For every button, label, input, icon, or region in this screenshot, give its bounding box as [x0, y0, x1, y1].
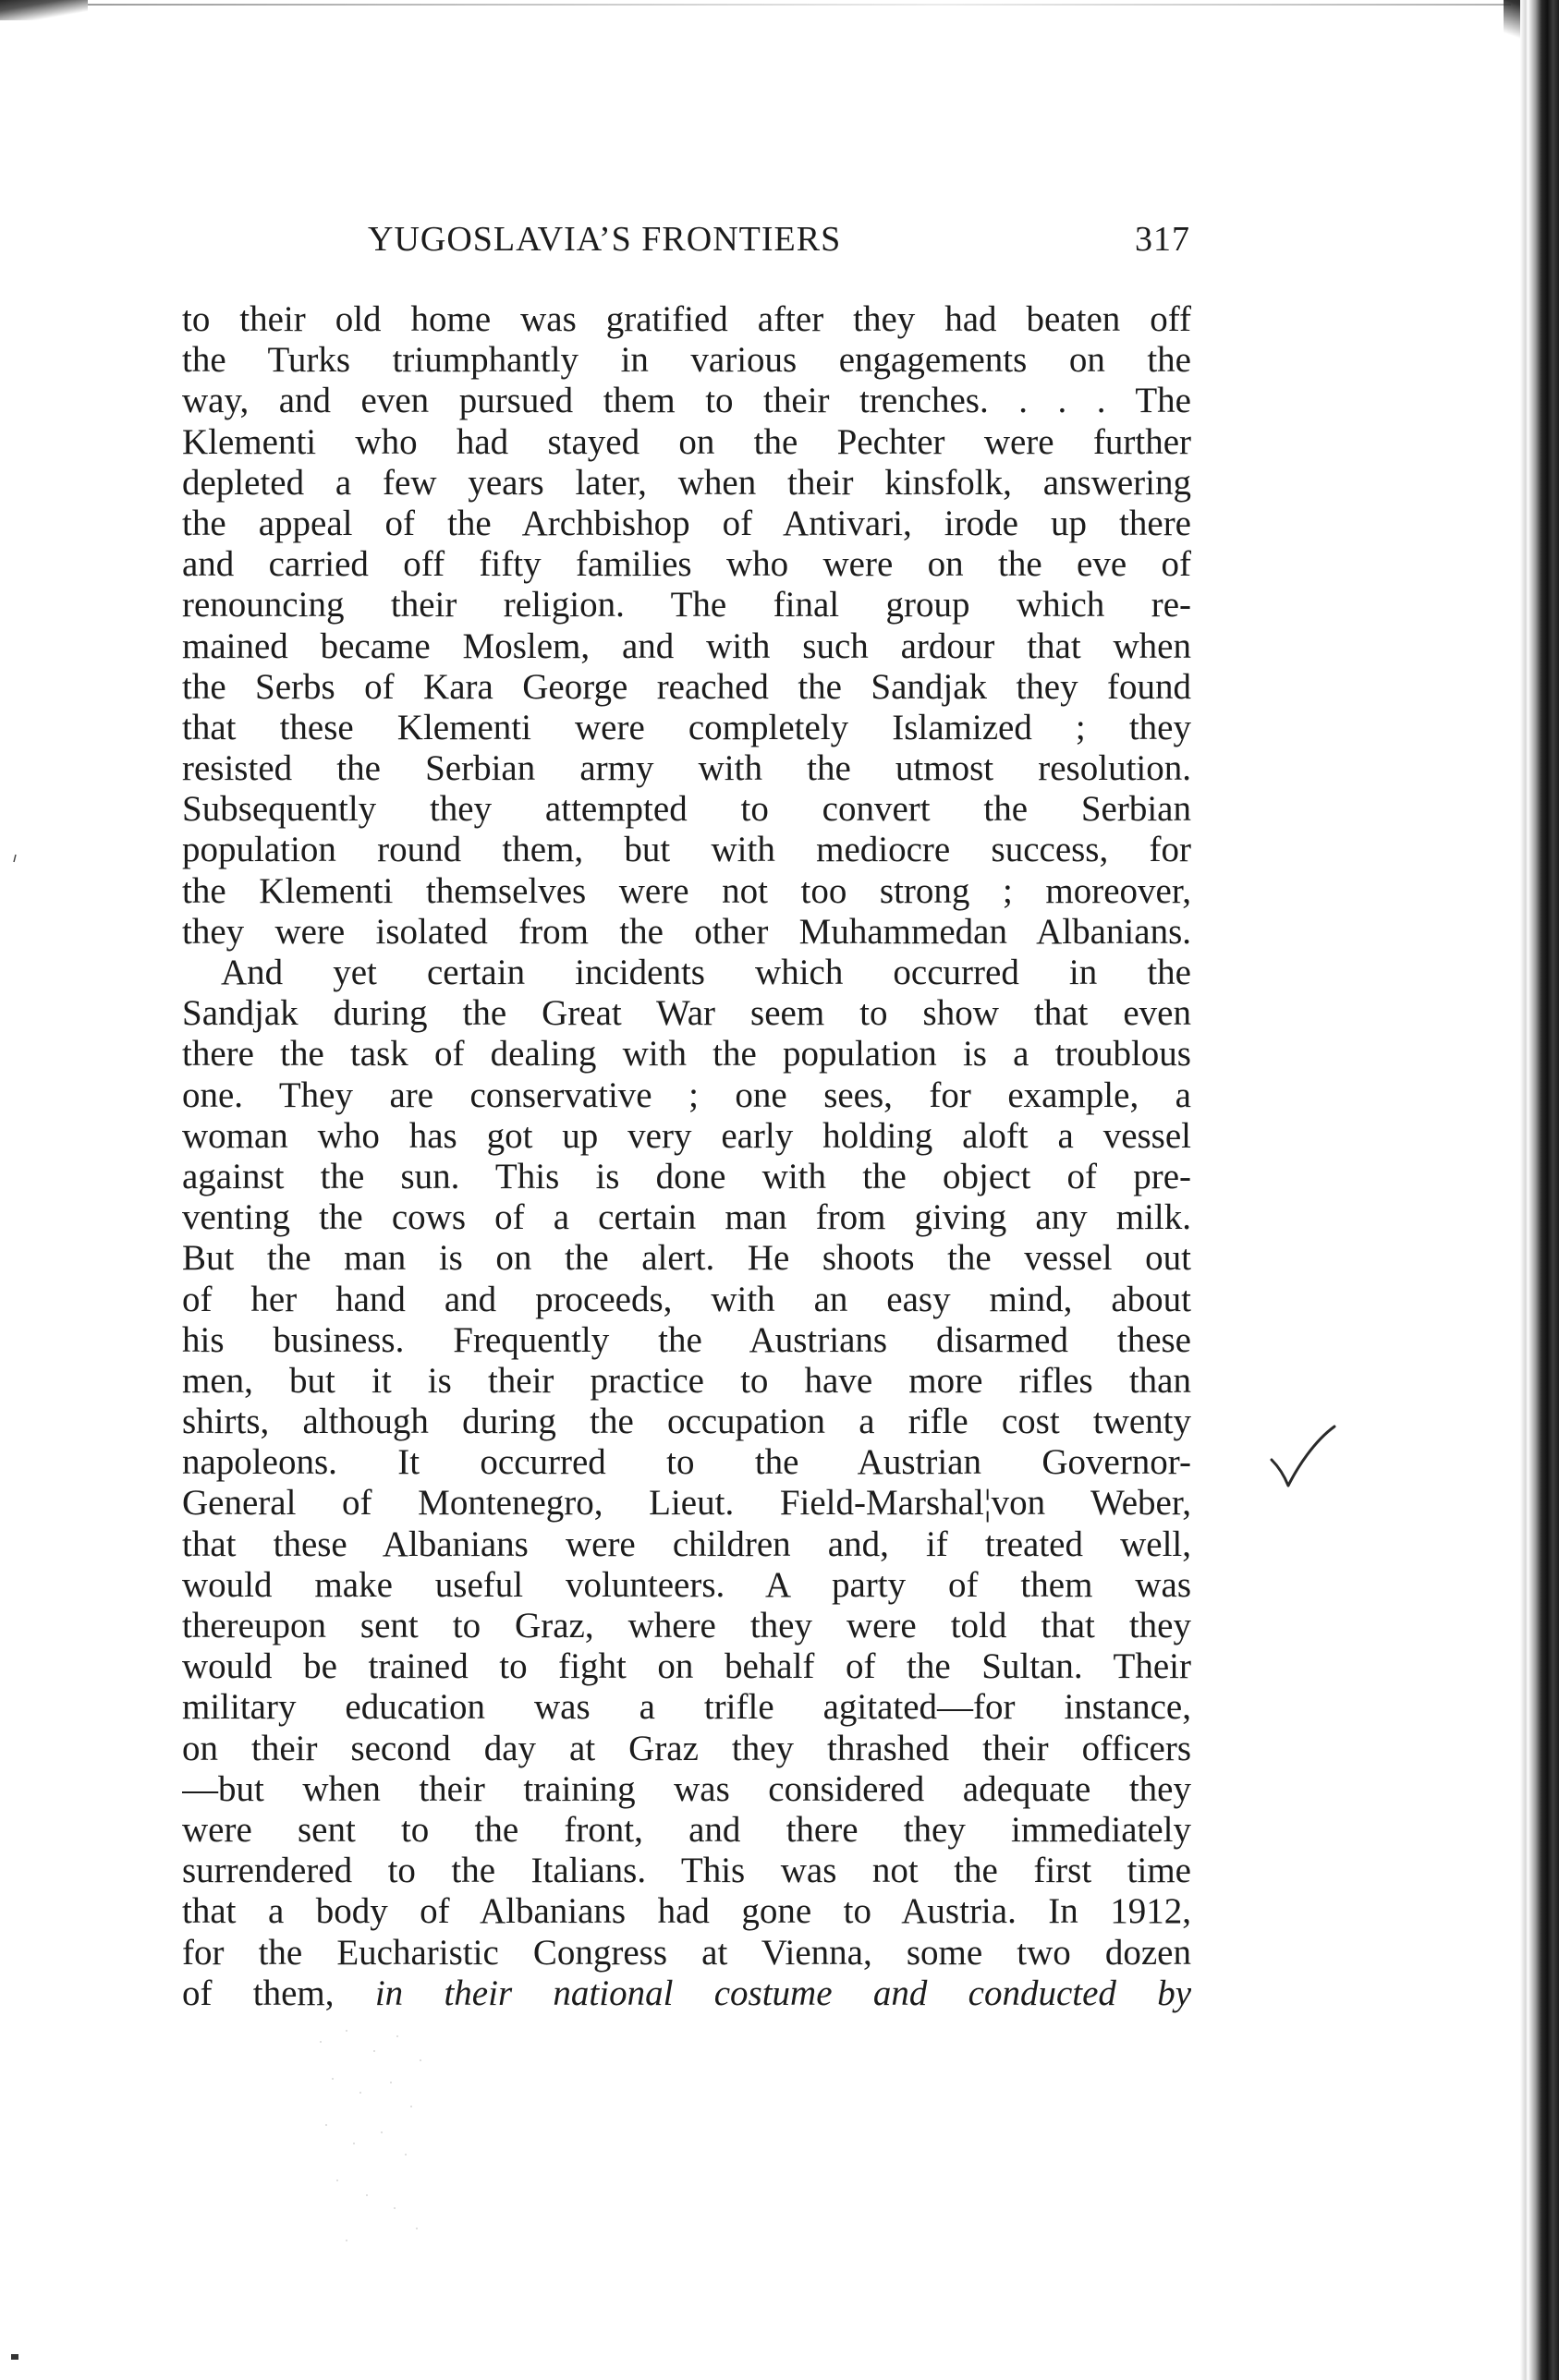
- text-line: and carried off fifty families who were on the eve of: [182, 544, 1191, 585]
- text-line: one. They are conservative ; one sees, for example, a: [182, 1075, 1191, 1115]
- text-line: they were isolated from the other Muhammedan Albanians.: [182, 911, 1191, 952]
- text-line: mained became Moslem, and with such ardour that when: [182, 625, 1191, 666]
- margin-mark: [12, 854, 18, 863]
- text-line: there the task of dealing with the population is a troublous: [182, 1034, 1191, 1075]
- text-line: the Klementi themselves were not too strong ; moreover,: [182, 870, 1191, 911]
- text-line: woman who has got up very early holding aloft a vessel: [182, 1115, 1191, 1156]
- text-line: Subsequently they attempted to convert the Serbian: [182, 789, 1191, 830]
- text-line: on their second day at Graz they thrashed their officers: [182, 1728, 1191, 1768]
- text-line: that a body of Albanians had gone to Austria. In 1912,: [182, 1891, 1191, 1932]
- text-line: shirts, although during the occupation a rifle cost twenty: [182, 1402, 1191, 1442]
- text-line: But the man is on the alert. He shoots the vessel out: [182, 1238, 1191, 1279]
- text-line: population round them, but with mediocre success, for: [182, 830, 1191, 870]
- text-line: were sent to the front, and there they immediately: [182, 1809, 1191, 1850]
- text-line: men, but it is their practice to have more rifles than: [182, 1360, 1191, 1401]
- text-line: Sandjak during the Great War seem to show that even: [182, 993, 1191, 1034]
- running-head: YUGOSLAVIA’S FRONTIERS: [368, 220, 842, 259]
- text-line: Klementi who had stayed on the Pechter were further: [182, 421, 1191, 462]
- text-line: venting the cows of a certain man from giving any milk.: [182, 1197, 1191, 1238]
- text-line: —but when their training was considered adequate they: [182, 1768, 1191, 1809]
- text-line: resisted the Serbian army with the utmost resolution.: [182, 748, 1191, 789]
- text-line: the Serbs of Kara George reached the Sandjak they found: [182, 666, 1191, 707]
- text-line: surrendered to the Italians. This was not the first time: [182, 1851, 1191, 1891]
- page-header: [368, 219, 1190, 261]
- text-line: his business. Frequently the Austrians disarmed these: [182, 1319, 1191, 1360]
- text-line: the appeal of the Archbishop of Antivari, irode up there: [182, 503, 1191, 543]
- paragraph-start-line: And yet certain incidents which occurred in the: [221, 953, 1191, 992]
- text-line: napoleons. It occurred to the Austrian Governor-: [182, 1442, 1191, 1483]
- body-text: [182, 299, 1191, 2014]
- text-line: the Turks triumphantly in various engagements on the: [182, 340, 1191, 381]
- last-line-roman: of them,: [182, 1973, 335, 2013]
- last-line-italic: in their national costume and conducted by: [334, 1973, 1191, 2013]
- last-text-line: [182, 1973, 1191, 2014]
- handwritten-checkmark-icon: [1266, 1421, 1340, 1495]
- paper-speckle: [310, 2023, 439, 2254]
- text-line: depleted a few years later, when their kinsfolk, answering: [182, 462, 1191, 503]
- book-spine-edge: [1520, 0, 1559, 2380]
- text-line: renouncing their religion. The final group which re-: [182, 585, 1191, 625]
- text-line: to their old home was gratified after they had beaten off: [182, 299, 1191, 339]
- text-line: against the sun. This is done with the object of pre-: [182, 1156, 1191, 1196]
- scan-edge-shadow: [0, 0, 88, 20]
- scan-top-rule: [88, 4, 1511, 6]
- scan-artifact: [11, 2354, 18, 2360]
- text-line: would be trained to fight on behalf of the Sultan. Their: [182, 1646, 1191, 1687]
- text-line: of her hand and proceeds, with an easy mind, about: [182, 1279, 1191, 1319]
- text-line: way, and even pursued them to their trenches. . . . The: [182, 381, 1191, 421]
- text-line: that these Albanians were children and, if treated well,: [182, 1524, 1191, 1564]
- text-line: military education was a trifle agitated—for instance,: [182, 1687, 1191, 1728]
- text-line: that these Klementi were completely Islamized ; they: [182, 707, 1191, 747]
- text-line: General of Montenegro, Lieut. Field-Marshal¦von Weber,: [182, 1483, 1191, 1524]
- text-line: would make useful volunteers. A party of them was: [182, 1564, 1191, 1605]
- text-line: thereupon sent to Graz, where they were told that they: [182, 1606, 1191, 1645]
- text-line: for the Eucharistic Congress at Vienna, some two dozen: [182, 1932, 1191, 1973]
- page-number: 317: [1135, 220, 1190, 259]
